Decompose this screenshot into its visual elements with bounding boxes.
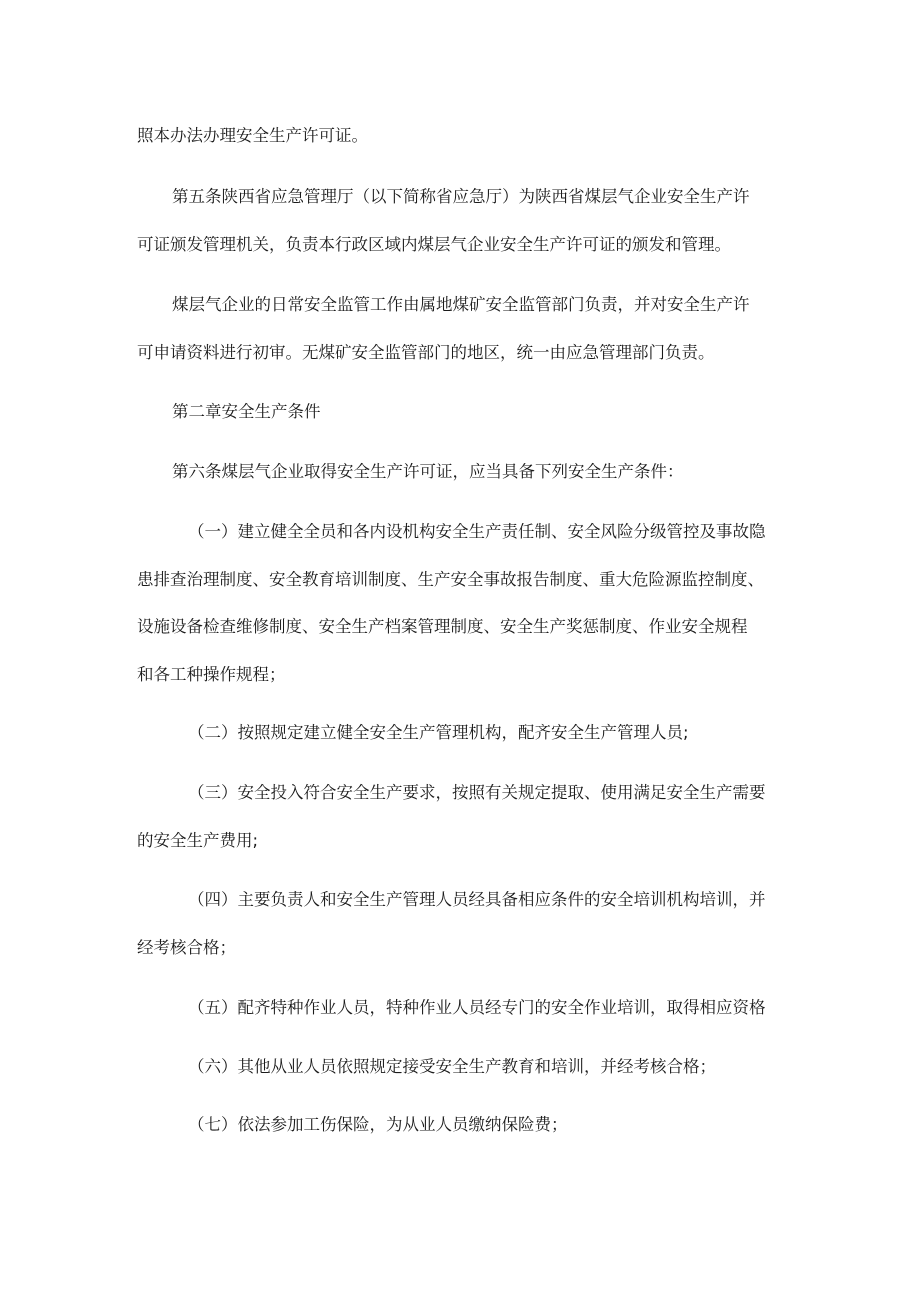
supervision-line-2: 可申请资料进行初审。无煤矿安全监管部门的地区，统一由应急管理部门负责。 [137,343,715,362]
item-3-line-1: （三）安全投入符合安全生产要求，按照有关规定提取、使用满足安全生产需要 [188,783,766,802]
article-5-line-1: 第五条陕西省应急管理厅（以下简称省应急厅）为陕西省煤层气企业安全生产许 [172,187,750,206]
item-1-line-1: （一）建立健全全员和各内设机构安全生产责任制、安全风险分级管控及事故隐 [188,522,766,541]
article-6-intro: 第六条煤层气企业取得安全生产许可证，应当具备下列安全生产条件： [172,462,684,481]
item-1-line-2: 患排查治理制度、安全教育培训制度、生产安全事故报告制度、重大危险源监控制度、 [137,570,764,589]
paragraph-line: 照本办法办理安全生产许可证。 [137,126,368,145]
item-6: （六）其他从业人员依照规定接受安全生产教育和培训，并经考核合格； [188,1057,716,1076]
item-1-line-3: 设施设备检查维修制度、安全生产档案管理制度、安全生产奖惩制度、作业安全规程 [137,617,748,636]
item-4-line-1: （四）主要负责人和安全生产管理人员经具备相应条件的安全培训机构培训，并 [188,890,766,909]
item-4-line-2: 经考核合格； [137,938,236,957]
item-1-line-4: 和各工种操作规程； [137,665,286,684]
article-5-line-2: 可证颁发管理机关，负责本行政区域内煤层气企业安全生产许可证的颁发和管理。 [137,235,731,254]
item-5: （五）配齐特种作业人员，特种作业人员经专门的安全作业培训，取得相应资格 [188,998,766,1017]
item-2: （二）按照规定建立健全安全生产管理机构，配齐安全生产管理人员; [188,723,689,742]
item-3-line-2: 的安全生产费用; [137,831,259,850]
item-7: （七）依法参加工伤保险，为从业人员缴纳保险费； [188,1115,568,1134]
supervision-line-1: 煤层气企业的日常安全监管工作由属地煤矿安全监管部门负责，并对安全生产许 [172,295,750,314]
chapter-heading: 第二章安全生产条件 [172,402,321,421]
